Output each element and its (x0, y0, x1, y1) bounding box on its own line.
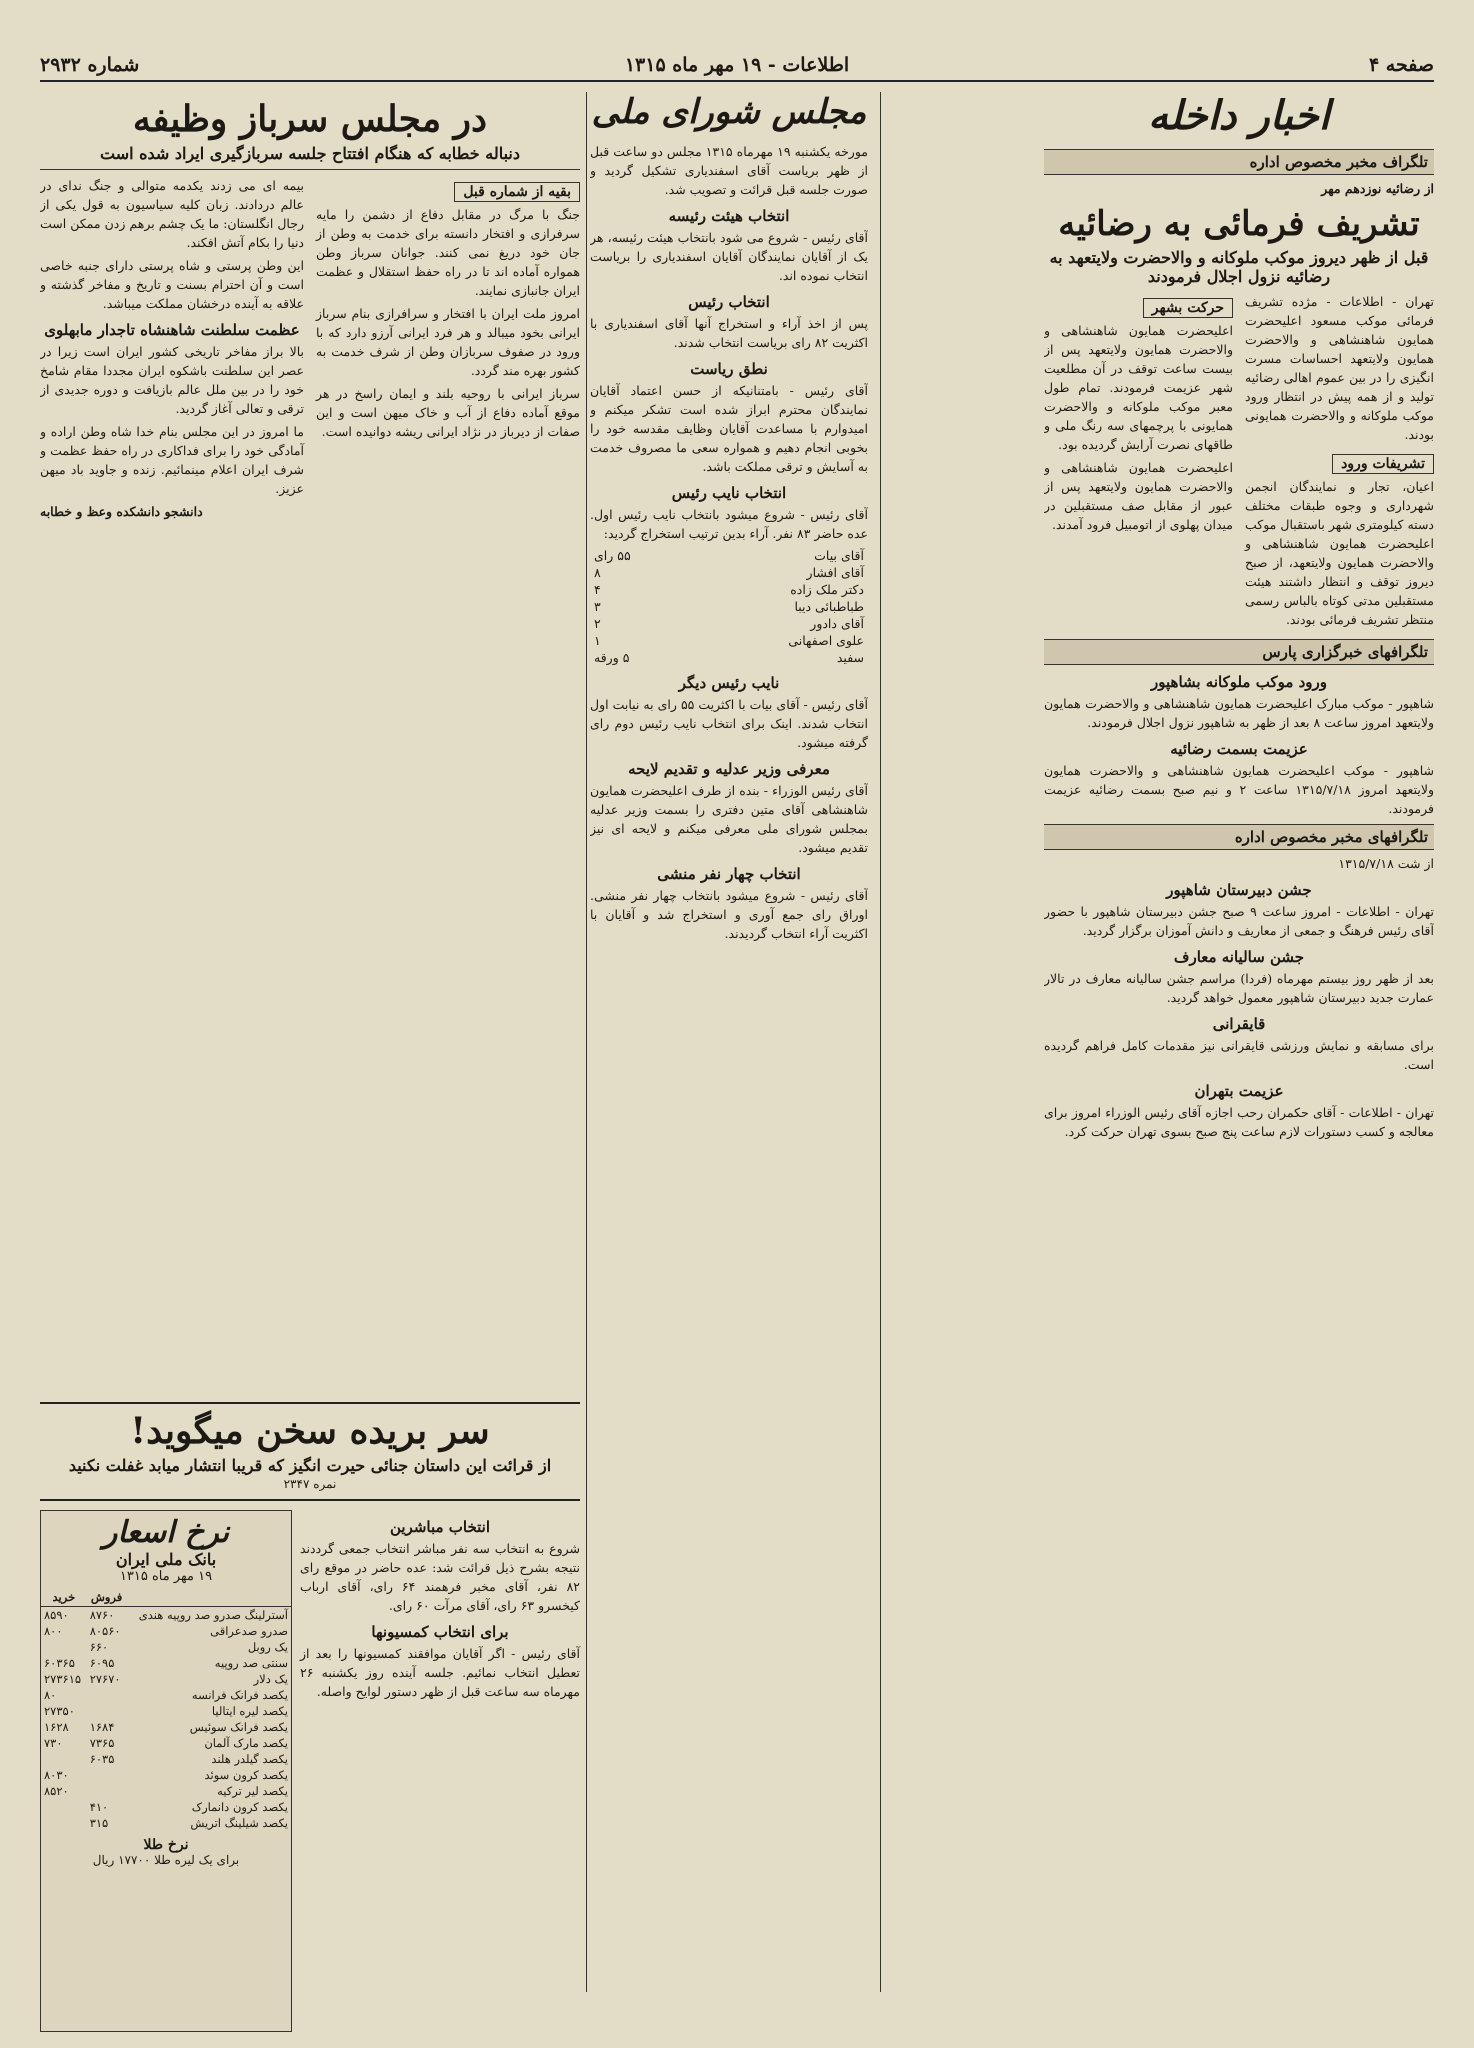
fx-name: یکصد لیره ایتالیا (211, 1704, 288, 1718)
wire-label: تلگراف مخبر مخصوص اداره (1044, 149, 1434, 175)
article-paragraph: آقای رئیس - شروع می شود بانتخاب هیئت رئیسه، هر یک از آقایان نمایندگان آقایان اسفندیاری را بریاست انتخاب نموده اند. (590, 230, 868, 283)
fx-buy: ۲۷۳۶۱۵ (44, 1672, 82, 1686)
fx-row (41, 1767, 291, 1783)
fx-buy (41, 1751, 87, 1767)
fx-name: یکصد فرانک فرانسه (191, 1688, 288, 1702)
signature: دانشجو دانشکده وعظ و خطابه (40, 504, 203, 519)
vote-row (590, 649, 868, 666)
fx-buy (41, 1639, 87, 1655)
fx-sell (87, 1767, 127, 1783)
fx-name: یکصد فرانک سوئیس (189, 1720, 288, 1734)
fx-name: سنتی صد روپیه (214, 1656, 288, 1670)
fx-row (41, 1751, 291, 1767)
fx-col-buy: خرید (41, 1588, 87, 1607)
fx-sell (87, 1703, 127, 1719)
article-paragraph: جنگ با مرگ در مقابل دفاع از دشمن را مایه سرفرازی و افتخار دانسته برای خدمت به وطن از جان خود دریغ نمی کنند. جوانان سرباز وطن همواره آماده اند تا در راه حفظ استقلال و عظمت ایران جانبازی نمایند. (316, 207, 580, 298)
vote-count: ۵۵ رای (594, 548, 631, 563)
fx-name: یکصد مارک آلمان (204, 1736, 288, 1750)
vote-name: آقای افشار (806, 565, 864, 580)
article-paragraph: بالا براز مفاخر تاریخی کشور ایران است زیرا در عصر این سلطنت باشکوه ایران مجددا مقام شامخ خود را در بین ملل عالم بازیافت و دوره جدیدی از ترقی و تعالی آغاز گردید. (40, 344, 304, 416)
fx-sell: ۶۶۰ (89, 1640, 109, 1654)
divider (40, 169, 580, 170)
news-head: انتخاب مباشرین (389, 1518, 491, 1536)
fx-row (41, 1671, 291, 1687)
fx-sell: ۷۳۶۵ (89, 1736, 115, 1750)
article-paragraph: ما امروز در این مجلس بنام خدا شاه وطن اراده و آمادگی خود را برای فداکاری در راه حفظ عظمت و شرف ایران اعلام مینمائیم. زنده و جاوید باد میهن عزیز. (40, 424, 304, 496)
fx-name: یکصد لیر ترکیه (217, 1784, 288, 1798)
section-title: اخبار داخله (1148, 92, 1330, 139)
subheadline: قبل از ظهر دیروز موکب ملوکانه و والاحضرت ولایتعهد به رضائیه نزول اجلال فرمودند (1049, 248, 1429, 286)
vote-count: ۳ (594, 599, 601, 614)
article-paragraph: پس از اخذ آراء و استخراج آنها آقای اسفندیاری با اکثریت ۸۲ رای بریاست انتخاب شدند. (590, 316, 868, 350)
news-head: عزیمت بتهران (1194, 1082, 1284, 1100)
fx-sell: ۲۷۶۷۰ (89, 1672, 121, 1686)
article-paragraph: سرباز ایرانی با روحیه بلند و ایمان راسخ در هر موقع آماده دفاع از آب و خاک میهن است و این صفات از دیرباز در نژاد ایرانی ریشه دوانیده است. (316, 386, 580, 439)
fx-sell (87, 1783, 127, 1799)
fx-sell: ۴۱۰ (89, 1800, 109, 1814)
article-paragraph: آقای رئیس - شروع میشود بانتخاب چهار نفر منشی. اوراق رای جمع آوری و استخراج شد و آقایان با اکثریت آراء انتخاب گردیدند. (590, 888, 868, 941)
news-head: انتخاب رئیس (688, 293, 770, 311)
news-head: قایقرانی (1212, 1015, 1266, 1033)
fx-row (41, 1783, 291, 1799)
vote-name: طباطبائی دیبا (794, 599, 864, 614)
vote-row (590, 632, 868, 649)
banner-number: نمره ۲۳۴۷ (283, 1477, 337, 1491)
fx-row (41, 1623, 291, 1639)
vote-name: دکتر ملک زاده (790, 582, 864, 597)
fx-row (41, 1735, 291, 1751)
fx-row (41, 1719, 291, 1735)
vote-count: ۵ ورقه (594, 650, 630, 665)
issue-number: شماره ۲۹۳۲ (40, 54, 140, 76)
vote-name: آقای بیات (814, 548, 864, 563)
vote-row (590, 547, 868, 564)
fx-buy: ۸۰ (44, 1688, 57, 1702)
news-head: انتخاب هیئت رئیسه (668, 207, 790, 225)
article-paragraph: بیمه ای می زدند یکدمه متوالی و جنگ ندای در عالم دردادند. زبان کلیه سیاسیون به قول یکی از رجال انگلستان: ما یک چشم برهم زدن ممکن است دنیا را بکام آتش افکند. (40, 178, 304, 250)
exchange-rates-box (40, 1510, 292, 2032)
article-paragraph: آقای رئیس الوزراء - بنده از طرف اعلیحضرت همایون شاهنشاهی آقای متین دفتری را بسمت وزیر عدلیه بمجلس شورای ملی معرفی میکنم و لایحه ای نیز تقدیم میشود. (590, 783, 868, 855)
gold-title: نرخ طلا (143, 1837, 189, 1853)
vote-count: ۲ (594, 616, 601, 631)
article-paragraph: تهران - اطلاعات - امروز ساعت ۹ صبح جشن دبیرستان شاهپور با حضور آقای رئیس فرهنگ و جمعی از معاریف و دانش آموزان برگزار گردید. (1044, 904, 1434, 938)
article-paragraph: تهران - اطلاعات - مژده تشریف فرمائی موکب مسعود اعلیحضرت همایون شاهنشاهی و والاحضرت همایون ولایتعهد احساسات مسرت انگیزی را در بین عموم اهالی رضائیه تولید و از همه پیش در انتظار ورود موکب ملوکانه و والاحضرت همایونی بودند. (1245, 294, 1434, 442)
article-paragraph: مورخه یکشنبه ۱۹ مهرماه ۱۳۱۵ مجلس دو ساعت قبل از ظهر بریاست آقای اسفندیاری تشکیل گردید و صورت جلسه قبل قرائت و تصویب شد. (590, 144, 868, 197)
section-label: حرکت بشهر (1143, 298, 1233, 318)
news-head: جشن سالیانه معارف (1173, 948, 1305, 966)
fx-sell: ۱۶۸۴ (89, 1720, 115, 1734)
section-label: تشریفات ورود (1332, 454, 1434, 474)
vote-name: علوی اصفهانی (788, 633, 864, 648)
fx-row (41, 1655, 291, 1671)
news-head: جشن دبیرستان شاهپور (1166, 881, 1312, 899)
vote-row (590, 581, 868, 598)
fx-sell: ۳۱۵ (89, 1816, 109, 1830)
fx-date: ۱۹ مهر ماه ۱۳۱۵ (119, 1569, 213, 1584)
fx-buy: ۱۶۲۸ (44, 1720, 69, 1734)
article-paragraph: بعد از ظهر روز بیستم مهرماه (فردا) مراسم جشن سالیانه معارف در تالار عمارت جدید دبیرستان شاهپور معمول خواهد گردید. (1044, 971, 1434, 1005)
vote-row (590, 598, 868, 615)
fx-buy: ۸۵۲۰ (44, 1784, 69, 1798)
column-rule (880, 92, 881, 1992)
parliament-continued (300, 1510, 580, 1705)
article-body (1044, 292, 1434, 633)
banner-title: سر بریده سخن میگوید! (130, 1410, 490, 1452)
news-head: انتخاب نایب رئیس (671, 484, 787, 502)
page-number: صفحه ۴ (1368, 54, 1434, 76)
news-head: معرفی وزیر عدلیه و تقدیم لایحه (628, 760, 830, 778)
headline: در مجلس سرباز وظیفه (132, 98, 488, 140)
news-head: انتخاب چهار نفر منشی (657, 865, 801, 883)
fx-name: یک دلار (253, 1672, 288, 1686)
fx-buy: ۸۰۰ (44, 1624, 63, 1638)
fx-sell: ۶۰۹۵ (89, 1656, 115, 1670)
fx-sell: ۶۰۳۵ (89, 1752, 115, 1766)
fx-name: آسترلینگ صدرو صد روپیه هندی (138, 1608, 288, 1622)
fx-buy: ۸۰۳۰ (44, 1768, 69, 1782)
parliament-column (590, 92, 868, 1992)
story-advert-banner (40, 1402, 580, 1501)
fx-title: نرخ اسعار (102, 1515, 230, 1550)
wire-label: تلگرافهای خبرگزاری پارس (1044, 639, 1434, 665)
fx-sell: ۸۰۵۶۰ (89, 1624, 121, 1638)
continued-label: بقیه از شماره قبل (454, 182, 580, 202)
news-head: عظمت سلطنت شاهنشاه تاجدار مابهلوی (44, 321, 300, 339)
vote-count: ۴ (594, 582, 601, 597)
article-paragraph: امروز ملت ایران با افتخار و سرافرازی بنام سرباز ایرانی بخود میبالد و هر فرد ایرانی آرزو دارد که با ورود در صفوف سربازان وطن از شرف خدمت به کشور بهره مند گردد. (316, 306, 580, 378)
article-paragraph: آقای رئیس - آقای بیات با اکثریت ۵۵ رای به نیابت اول انتخاب شدند. اینک برای انتخاب نایب رئیس دوم رای گرفته میشود. (590, 697, 868, 750)
headline: تشریف فرمائی به رضائیه (1058, 204, 1420, 244)
article-paragraph: آقای رئیس - بامتنانیکه از حسن اعتماد آقایان نمایندگان محترم ابراز شده است تشکر میکنم و امیدوارم با مساعدت آقایان وظایف مقدسه خود را بخوبی انجام دهیم و همواره سعی ما مصروف خدمت به آسایش و ترقی مملکت باشد. (590, 383, 868, 474)
article-paragraph: شروع به انتخاب سه نفر مباشر انتخاب جمعی گرددند نتیجه بشرح ذیل قرائت شد: عده حاضر در موقع رای ۸۲ نفر، آقای مخبر فرهمند ۶۴ رای، آقای ارباب کیخسرو ۶۳ رای، آقای مرآت ۶۰ رای. (300, 1541, 580, 1613)
banner-subtitle: از قرائت این داستان جنائی حیرت انگیز که قریبا انتشار میابد غفلت نکنید (68, 1456, 552, 1475)
article-paragraph: شاهپور - موکب مبارک اعلیحضرت همایون شاهنشاهی و والاحضرت همایون ولایتعهد امروز ساعت ۸ بعد از ظهر به شاهپور نزول اجلال فرمودند. (1044, 696, 1434, 730)
fx-row (41, 1639, 291, 1655)
vote-name: سفید (836, 650, 864, 665)
article-paragraph: این وطن پرستی و شاه پرستی دارای جنبه خاصی است و آن احترام بسنت و تاریخ و مفاخر گذشته و علاقه به آینده درخشان مملکت میباشد. (40, 258, 304, 311)
fx-row (41, 1799, 291, 1815)
section-title: مجلس شورای ملی (591, 92, 867, 132)
dateline: از شت ۱۳۱۵/۷/۱۸ (1338, 856, 1434, 871)
article-paragraph: اعلیحضرت همایون شاهنشاهی و والاحضرت همایون ولایتعهد پس از بیست ساعت توقف در آن مطلعیت شهر عزیمت فرمودند. تمام طول معبر موکب ملوکانه و والاحضرت همایونی با پرچمهای سه رنگ ملی و طاقهای نصرت آرایش گردیده بود. (1044, 323, 1233, 452)
article-body (40, 176, 580, 525)
fx-buy: ۶۰۳۶۵ (44, 1656, 75, 1670)
news-head: عزیمت بسمت رضائیه (1170, 740, 1308, 758)
fx-name: یکصد گیلدر هلند (211, 1752, 288, 1766)
dateline: از رضائیه نوزدهم مهر (1321, 181, 1434, 196)
vote-row (590, 615, 868, 632)
article-paragraph: شاهپور - موکب اعلیحضرت همایون شاهنشاهی و والاحضرت همایون ولایتعهد امروز ۱۳۱۵/۷/۱۸ ساعت ۲ و نیم صبح بسمت رضائیه عزیمت فرمودند. (1044, 763, 1434, 816)
fx-name: صدرو صدعراقی (210, 1624, 288, 1638)
article-paragraph: اعیان، تجار و نمایندگان انجمن شهرداری و وجوه طبقات مختلف دسته کیلومتری شهر باستقبال موکب اعلیحضرت همایون شاهنشاهی و والاحضرت همایون ولایتعهد، از صبح دیروز توقف و انتظار داشتند هیئت مستقبلین مدتی کوتاه بالباس رسمی منتظر تشریف فرمائی بودند. (1245, 479, 1434, 627)
news-head: نطق ریاست (690, 360, 768, 378)
fx-col-name (126, 1588, 291, 1607)
wire-label: تلگرافهای مخبر مخصوص اداره (1044, 824, 1434, 850)
fx-name: یکصد کرون دانمارک (191, 1800, 288, 1814)
masthead-date: اطلاعات - ۱۹ مهر ماه ۱۳۱۵ (624, 54, 850, 76)
fx-buy (41, 1799, 87, 1815)
fx-row (41, 1815, 291, 1831)
gold-value: برای یک لیره طلا ۱۷۷۰۰ ریال (92, 1853, 240, 1867)
article-paragraph: تهران - اطلاعات - آقای حکمران رحب اجازه آقای رئیس الوزراء امروز برای معالجه و کسب دستورات لازم ساعت پنج صبح بسوی تهران حرکت کرد. (1044, 1105, 1434, 1139)
subheadline: دنباله خطابه که هنگام افتتاح جلسه سربازگیری ایراد شده است (100, 144, 520, 163)
speech-column (40, 92, 580, 1392)
domestic-news-column (1044, 92, 1434, 1992)
news-head: برای انتخاب کمسیونها (371, 1623, 509, 1641)
fx-row (41, 1607, 291, 1624)
article-paragraph: برای مسابقه و نمایش ورزشی قایقرانی نیز مقدمات کامل فراهم گردیده است. (1044, 1038, 1434, 1072)
vote-count: ۱ (594, 633, 601, 648)
fx-name: یک روبل (247, 1640, 288, 1654)
article-paragraph: آقای رئیس - شروع میشود بانتخاب نایب رئیس اول. عده حاضر ۸۳ نفر. آراء بدین ترتیب استخراج گردید: (590, 507, 868, 541)
fx-row (41, 1687, 291, 1703)
vote-table (590, 547, 868, 666)
vote-name: آقای دادور (810, 616, 864, 631)
fx-buy: ۸۵۹۰ (44, 1608, 69, 1622)
fx-bank: بانک ملی ایران (115, 1550, 217, 1569)
fx-buy: ۲۷۳۵۰ (44, 1704, 75, 1718)
news-head: نایب رئیس دیگر (678, 674, 780, 692)
article-paragraph: اعلیحضرت همایون شاهنشاهی و والاحضرت همایون ولایتعهد پس از عبور از مقابل صف مستقبلین در میدان پهلوی از اتومبیل فرود آمدند. (1044, 460, 1233, 532)
column-rule (586, 92, 587, 1992)
vote-count: ۸ (594, 565, 601, 580)
fx-name: یکصد شیلینگ اتریش (190, 1816, 288, 1830)
fx-table (41, 1588, 291, 1831)
fx-buy: ۷۳۰ (44, 1736, 63, 1750)
article-paragraph: آقای رئیس - اگر آقایان موافقند کمسیونها را بعد از تعطیل انتخاب نمائیم. جلسه آینده روز یکشنبه ۲۶ مهرماه سه ساعت قبل از ظهر دستور لوایح واصله. (300, 1646, 580, 1699)
fx-row (41, 1703, 291, 1719)
fx-name: یکصد کرون سوئد (204, 1768, 288, 1782)
fx-buy (41, 1815, 87, 1831)
masthead (40, 52, 1434, 82)
news-head: ورود موکب ملوکانه بشاهپور (1151, 673, 1327, 691)
fx-sell: ۸۷۶۰ (89, 1608, 115, 1622)
fx-col-sell: فروش (87, 1588, 127, 1607)
fx-sell (87, 1687, 127, 1703)
vote-row (590, 564, 868, 581)
